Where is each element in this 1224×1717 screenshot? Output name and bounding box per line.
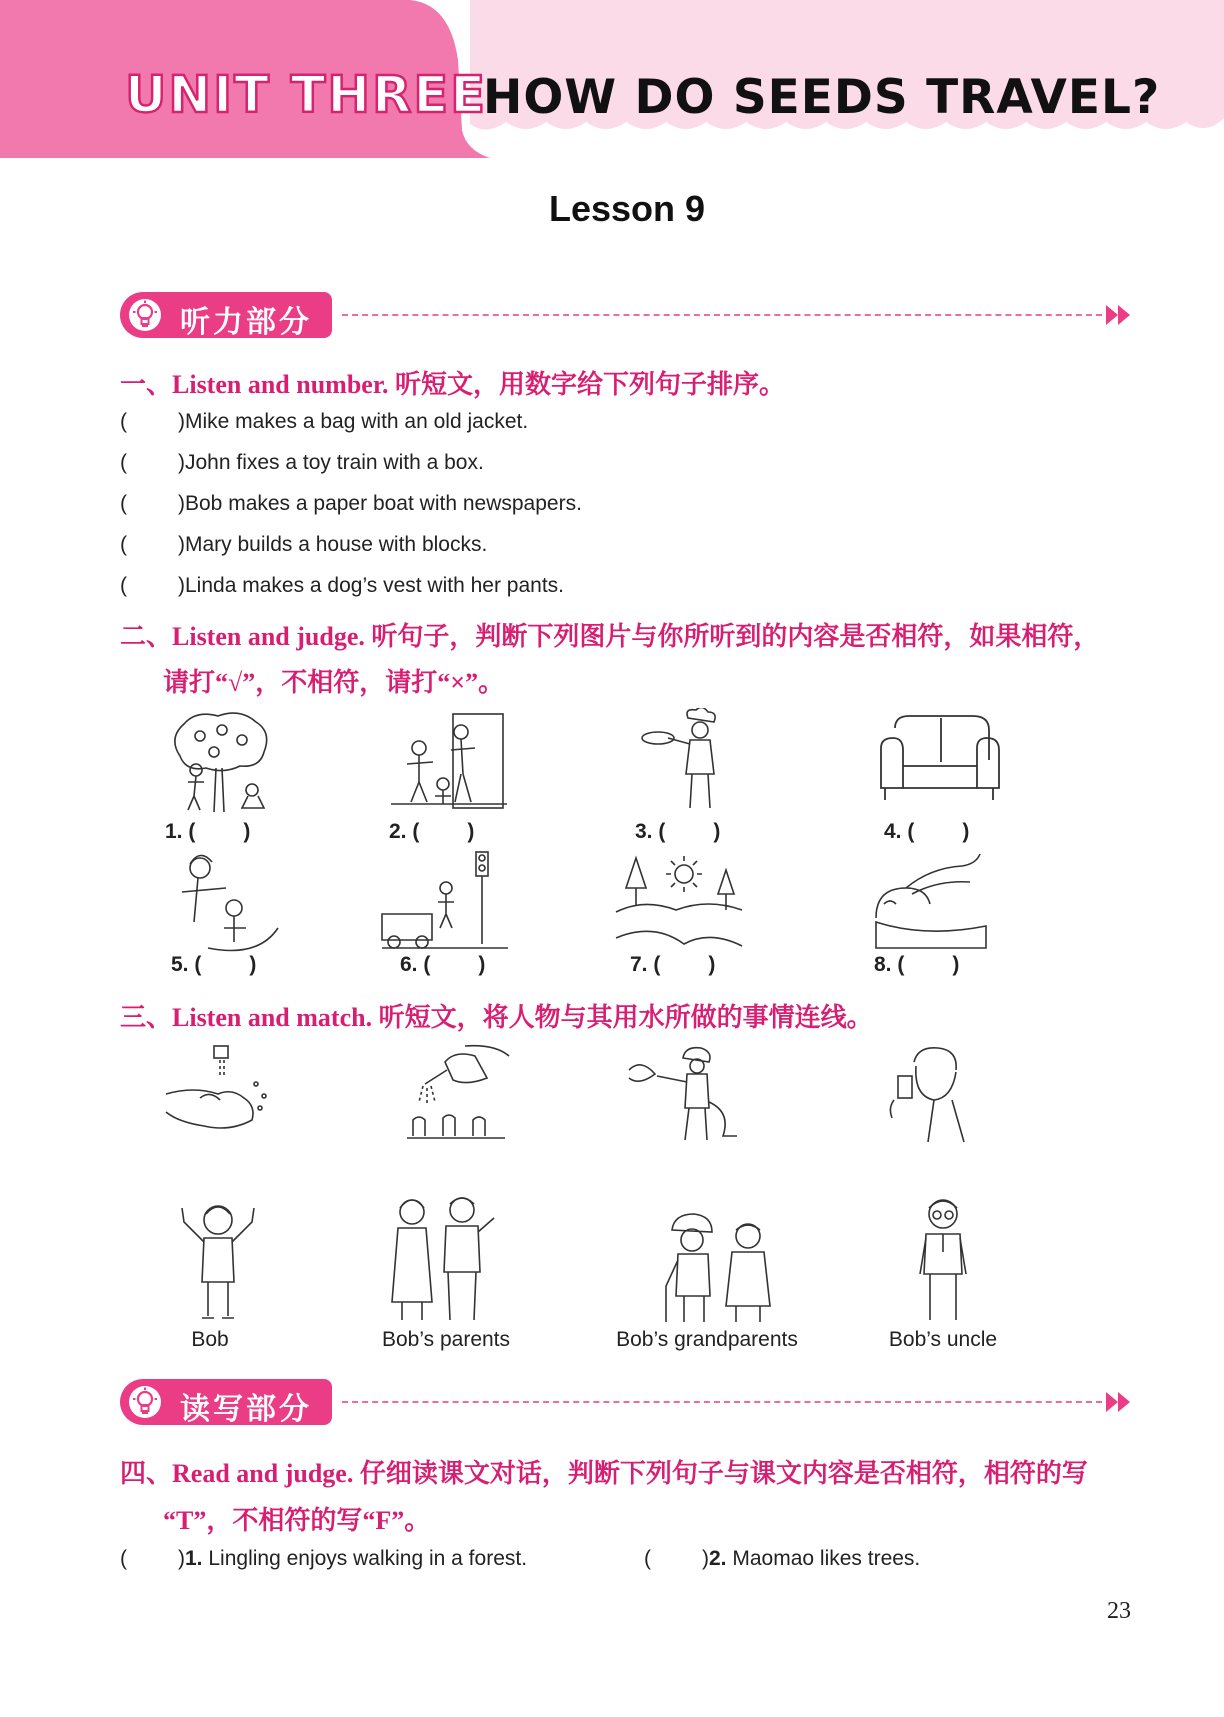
exercise1-heading: 一、Listen and number. 听短文，用数字给下列句子排序。 bbox=[120, 370, 785, 399]
picture-firefighter-hose[interactable] bbox=[627, 1042, 743, 1146]
exercise3-heading: 三、Listen and match. 听短文，将人物与其用水所做的事情连线。 bbox=[120, 1003, 873, 1032]
exercise4-item-2: ( )2. Maomao likes trees. bbox=[644, 1547, 921, 1570]
judge-item-2: 2. ( ) bbox=[389, 820, 475, 843]
exercise4-heading: 四、Read and judge. 仔细读课文对话，判断下列句子与课文内容是否相符，相符的写 bbox=[120, 1459, 1088, 1488]
picture-sofa bbox=[873, 708, 1003, 818]
reading-section-banner bbox=[120, 1379, 1130, 1429]
dashed-divider bbox=[342, 1401, 1102, 1403]
judge-item-4: 4. ( ) bbox=[884, 820, 970, 843]
picture-children-picking-fruit bbox=[160, 708, 290, 818]
judge-item-5: 5. ( ) bbox=[171, 953, 257, 976]
section-pill bbox=[120, 292, 332, 338]
picture-watering-flowers[interactable] bbox=[405, 1042, 521, 1146]
picture-mother-feeding-child bbox=[168, 848, 298, 958]
judge-item-7: 7. ( ) bbox=[630, 953, 716, 976]
exercise1-item: ( )John fixes a toy train with a box. bbox=[120, 451, 484, 474]
lightbulb-icon bbox=[128, 298, 162, 332]
judge-item-1: 1. ( ) bbox=[165, 820, 251, 843]
exercise1-item: ( )Mike makes a bag with an old jacket. bbox=[120, 410, 529, 433]
picture-family-at-door bbox=[383, 708, 513, 818]
picture-washing-hands[interactable] bbox=[160, 1042, 276, 1146]
person-name-bobs-grandparents: Bob’s grandparents bbox=[616, 1328, 798, 1351]
picture-boy-at-crosswalk bbox=[380, 848, 510, 958]
section-pill bbox=[120, 1379, 332, 1425]
judge-item-8: 8. ( ) bbox=[874, 953, 960, 976]
section-label: 读写部分 bbox=[180, 1393, 312, 1426]
lightbulb-icon bbox=[128, 1385, 162, 1419]
listening-section-banner bbox=[120, 292, 1130, 342]
picture-girl-sleeping bbox=[866, 848, 996, 958]
unit-label: UNIT THREE bbox=[125, 66, 488, 125]
exercise1-item: ( )Linda makes a dog’s vest with her pants. bbox=[120, 574, 564, 597]
picture-bobs-uncle[interactable] bbox=[898, 1192, 988, 1326]
exercise4-heading-line2: “T”，不相符的写“F”。 bbox=[163, 1506, 431, 1535]
picture-drinking-water[interactable] bbox=[868, 1042, 984, 1146]
dashed-divider bbox=[342, 314, 1102, 316]
exercise1-item: ( )Bob makes a paper boat with newspapers. bbox=[120, 492, 582, 515]
picture-sunny-landscape bbox=[614, 848, 744, 958]
page-number: 23 bbox=[1107, 1598, 1131, 1624]
section-label: 听力部分 bbox=[180, 306, 312, 339]
judge-item-3: 3. ( ) bbox=[635, 820, 721, 843]
picture-chef-with-pizza bbox=[628, 708, 758, 818]
double-arrow-icon bbox=[1104, 302, 1134, 328]
exercise2-heading: 二、Listen and judge. 听句子，判断下列图片与你所听到的内容是否相符，如果相符， bbox=[120, 622, 1100, 651]
exercise2-heading-line2: 请打“√”，不相符，请打“×”。 bbox=[163, 668, 505, 697]
person-name-bobs-parents: Bob’s parents bbox=[381, 1328, 511, 1351]
person-name-bob: Bob bbox=[191, 1328, 229, 1351]
person-name-bobs-uncle: Bob’s uncle bbox=[888, 1328, 998, 1351]
unit-title: HOW DO SEEDS TRAVEL? bbox=[483, 70, 1161, 125]
lesson-title: Lesson 9 bbox=[548, 188, 706, 229]
judge-item-6: 6. ( ) bbox=[400, 953, 486, 976]
picture-bobs-grandparents[interactable] bbox=[650, 1210, 790, 1326]
picture-bobs-parents[interactable] bbox=[376, 1192, 506, 1326]
exercise1-item: ( )Mary builds a house with blocks. bbox=[120, 533, 488, 556]
double-arrow-icon bbox=[1104, 1389, 1134, 1415]
exercise4-item-1: ( )1. Lingling enjoys walking in a forest. bbox=[120, 1547, 528, 1570]
picture-bob[interactable] bbox=[168, 1198, 268, 1326]
